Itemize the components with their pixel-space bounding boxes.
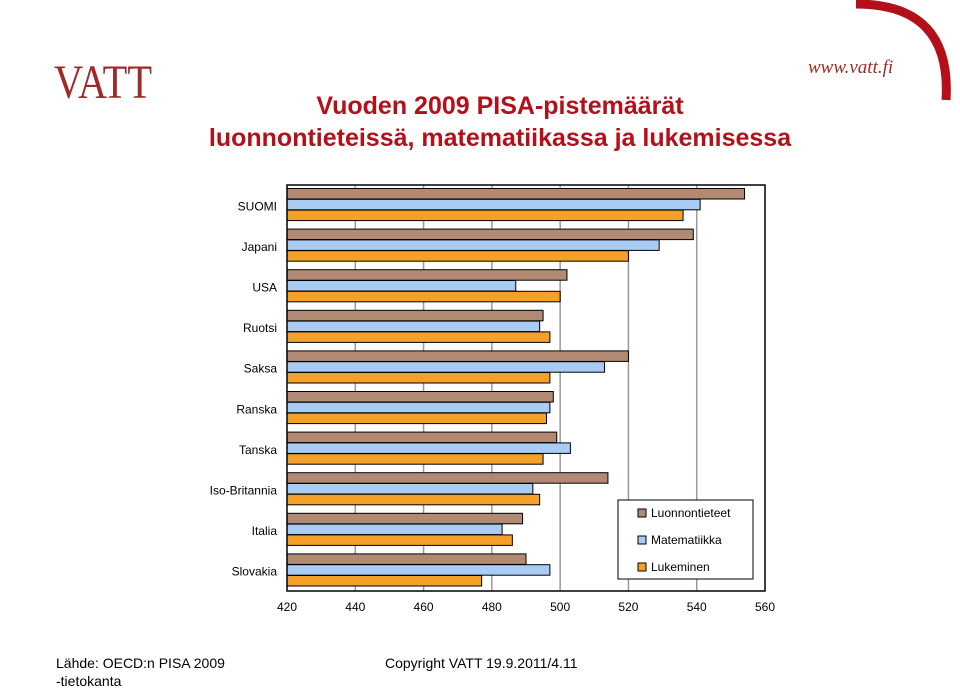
bar: [287, 484, 533, 495]
x-tick-label: 440: [345, 600, 366, 614]
legend-swatch: [638, 536, 646, 544]
bar: [287, 443, 570, 454]
bar: [287, 270, 567, 281]
bar: [287, 229, 693, 240]
x-tick-label: 540: [686, 600, 707, 614]
source-line-2: -tietokanta: [56, 673, 122, 689]
category-label: Tanska: [238, 442, 277, 457]
legend-swatch: [638, 563, 646, 571]
source-note: [56, 654, 225, 690]
bar: [287, 576, 482, 587]
bar: [287, 413, 546, 424]
category-label: Ruotsi: [242, 321, 277, 336]
bar: [287, 189, 745, 200]
title-line-2: luonnontieteissä, matematiikassa ja lukemisessa: [208, 124, 792, 152]
bar: [287, 524, 502, 535]
bar: [287, 199, 700, 210]
x-tick-label: 500: [550, 600, 571, 614]
bar: [287, 473, 608, 484]
category-label: USA: [252, 280, 277, 295]
bar: [287, 554, 526, 565]
bar: [287, 565, 550, 576]
bar: [287, 373, 550, 384]
category-label: Italia: [251, 524, 277, 539]
category-label: SUOMI: [237, 199, 277, 214]
bar: [287, 513, 523, 524]
category-label: Japani: [241, 239, 277, 254]
bar: [287, 210, 683, 221]
bar: [287, 535, 512, 546]
bar: [287, 402, 550, 413]
bar: [287, 310, 543, 321]
bar: [287, 251, 628, 262]
copyright-note: Copyright VATT 19.9.2011/4.11: [385, 655, 578, 671]
category-label: Saksa: [243, 361, 277, 376]
legend-label: Matematiikka: [651, 533, 722, 547]
legend-swatch: [638, 509, 646, 517]
x-tick-label: 460: [413, 600, 434, 614]
x-tick-label: 560: [754, 600, 776, 614]
bar: [287, 240, 659, 251]
bar: [287, 332, 550, 343]
bar: [287, 351, 628, 362]
bar: [287, 494, 540, 505]
site-url[interactable]: www.vatt.fi: [808, 57, 894, 78]
legend-label: Luonnontieteet: [651, 506, 731, 520]
bar: [287, 362, 605, 373]
x-tick-label: 520: [618, 600, 639, 614]
bar: [287, 321, 540, 332]
bar: [287, 432, 557, 443]
title-line-1: Vuoden 2009 PISA-pistemäärät: [316, 92, 684, 120]
category-label: Iso-Britannia: [209, 483, 277, 498]
category-label: Ranska: [236, 402, 277, 417]
category-label: Slovakia: [231, 564, 277, 579]
bar: [287, 291, 560, 302]
svg-text:VATT: VATT: [54, 56, 152, 109]
source-line-1: Lähde: OECD:n PISA 2009: [56, 655, 225, 671]
x-tick-label: 420: [276, 600, 298, 614]
bar: [287, 454, 543, 465]
bar: [287, 281, 516, 292]
bar: [287, 392, 553, 403]
x-tick-label: 480: [481, 600, 502, 614]
legend-label: Lukeminen: [651, 560, 710, 574]
